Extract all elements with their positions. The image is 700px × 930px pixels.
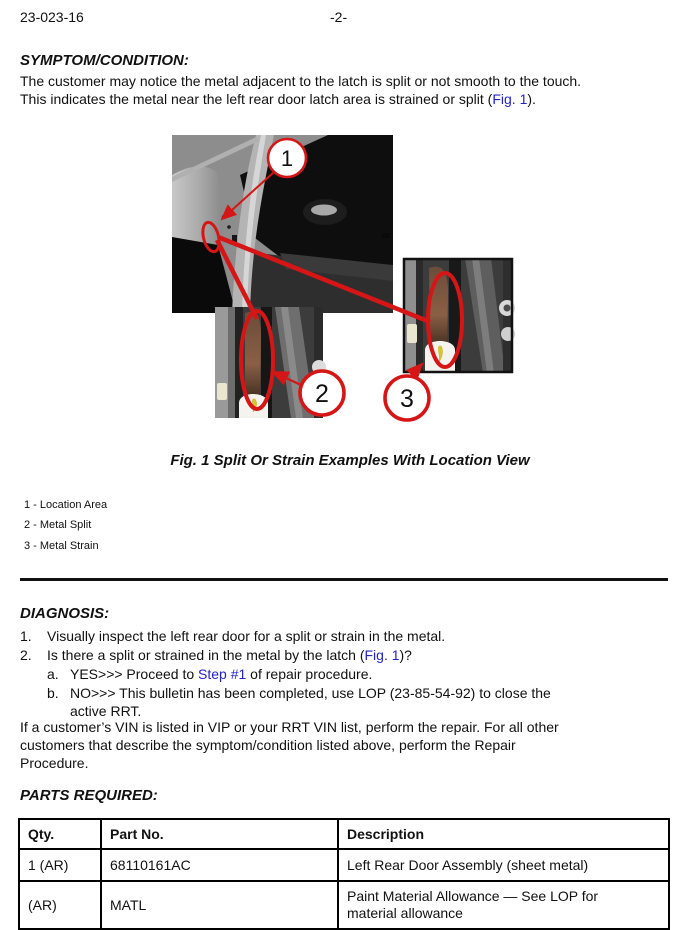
callout2-label: 2 bbox=[315, 380, 329, 408]
callout3-label: 3 bbox=[400, 385, 414, 413]
figure1-image bbox=[160, 133, 530, 440]
diagnosis-item-2a bbox=[47, 665, 372, 683]
item1-text: Visually inspect the left rear door for a split or strain in the metal. bbox=[47, 628, 446, 644]
item1-number: 1. bbox=[20, 628, 32, 644]
symptom-line2-post: ). bbox=[527, 91, 536, 107]
description-cell: Left Rear Door Assembly (sheet metal) bbox=[338, 849, 669, 881]
item2a-number: a. bbox=[47, 666, 59, 682]
figure1-caption: Fig. 1 Split Or Strain Examples With Location View bbox=[170, 452, 530, 469]
step1-link[interactable]: Step #1 bbox=[198, 666, 247, 682]
diagnosis-para-line1: If a customer’s VIN is listed in VIP or your RRT VIN list, perform the repair. For all other bbox=[20, 719, 559, 735]
qty-cell: (AR) bbox=[19, 881, 101, 929]
diagnosis-para-line3: Procedure. bbox=[20, 755, 89, 771]
parts-table-row-2 bbox=[19, 881, 669, 929]
description-cell bbox=[338, 881, 669, 929]
legend-item-1: 1 - Location Area bbox=[24, 499, 108, 511]
part-no-cell: 68110161AC bbox=[101, 849, 338, 881]
fig1-link-diagnosis[interactable]: Fig. 1 bbox=[364, 647, 400, 663]
item2-pre: Is there a split or strained in the metal by the latch ( bbox=[47, 647, 365, 663]
legend-item-3: 3 - Metal Strain bbox=[24, 540, 99, 552]
diagnosis-heading: DIAGNOSIS: bbox=[20, 605, 110, 622]
doc-number: 23-023-16 bbox=[20, 9, 84, 25]
symptom-line2-pre: This indicates the metal near the left rear door latch area is strained or split ( bbox=[20, 91, 493, 107]
diagnosis-item-2b-cont: active RRT. bbox=[70, 703, 142, 719]
page-number: -2- bbox=[330, 9, 348, 25]
parts-table-row-1 bbox=[19, 849, 669, 881]
legend-item-2: 2 - Metal Split bbox=[24, 519, 92, 531]
diagnosis-item-1 bbox=[20, 627, 445, 645]
item2a-post: of repair procedure. bbox=[246, 666, 373, 682]
item2a-pre: YES>>> Proceed to bbox=[70, 666, 199, 682]
symptom-line2 bbox=[20, 90, 536, 108]
fig1-link-symptom[interactable]: Fig. 1 bbox=[492, 91, 528, 107]
symptom-heading: SYMPTOM/CONDITION: bbox=[20, 52, 189, 69]
item2-post: )? bbox=[399, 647, 412, 663]
col-description: Description bbox=[338, 819, 669, 849]
col-qty: Qty. bbox=[19, 819, 101, 849]
col-part-no: Part No. bbox=[101, 819, 338, 849]
symptom-line1: The customer may notice the metal adjacent to the latch is split or not smooth to the touch. bbox=[20, 73, 582, 89]
parts-heading: PARTS REQUIRED: bbox=[20, 787, 158, 804]
diagnosis-item-2b bbox=[47, 684, 551, 702]
item2-number: 2. bbox=[20, 647, 32, 663]
description-text: Paint Material Allowance — See LOP for material allowance bbox=[347, 888, 599, 921]
item2b-number: b. bbox=[47, 685, 59, 701]
part-no-cell: MATL bbox=[101, 881, 338, 929]
section-divider bbox=[20, 578, 668, 581]
callout1-label: 1 bbox=[280, 146, 294, 171]
qty-cell: 1 (AR) bbox=[19, 849, 101, 881]
parts-table-header-row bbox=[19, 819, 669, 849]
item2b-line1: NO>>> This bulletin has been completed, use LOP (23-85-54-92) to close the bbox=[70, 685, 551, 701]
diagnosis-para-line2: customers that describe the symptom/condition listed above, perform the Repair bbox=[20, 737, 516, 753]
parts-table bbox=[18, 818, 670, 930]
diagnosis-item-2 bbox=[20, 646, 412, 664]
